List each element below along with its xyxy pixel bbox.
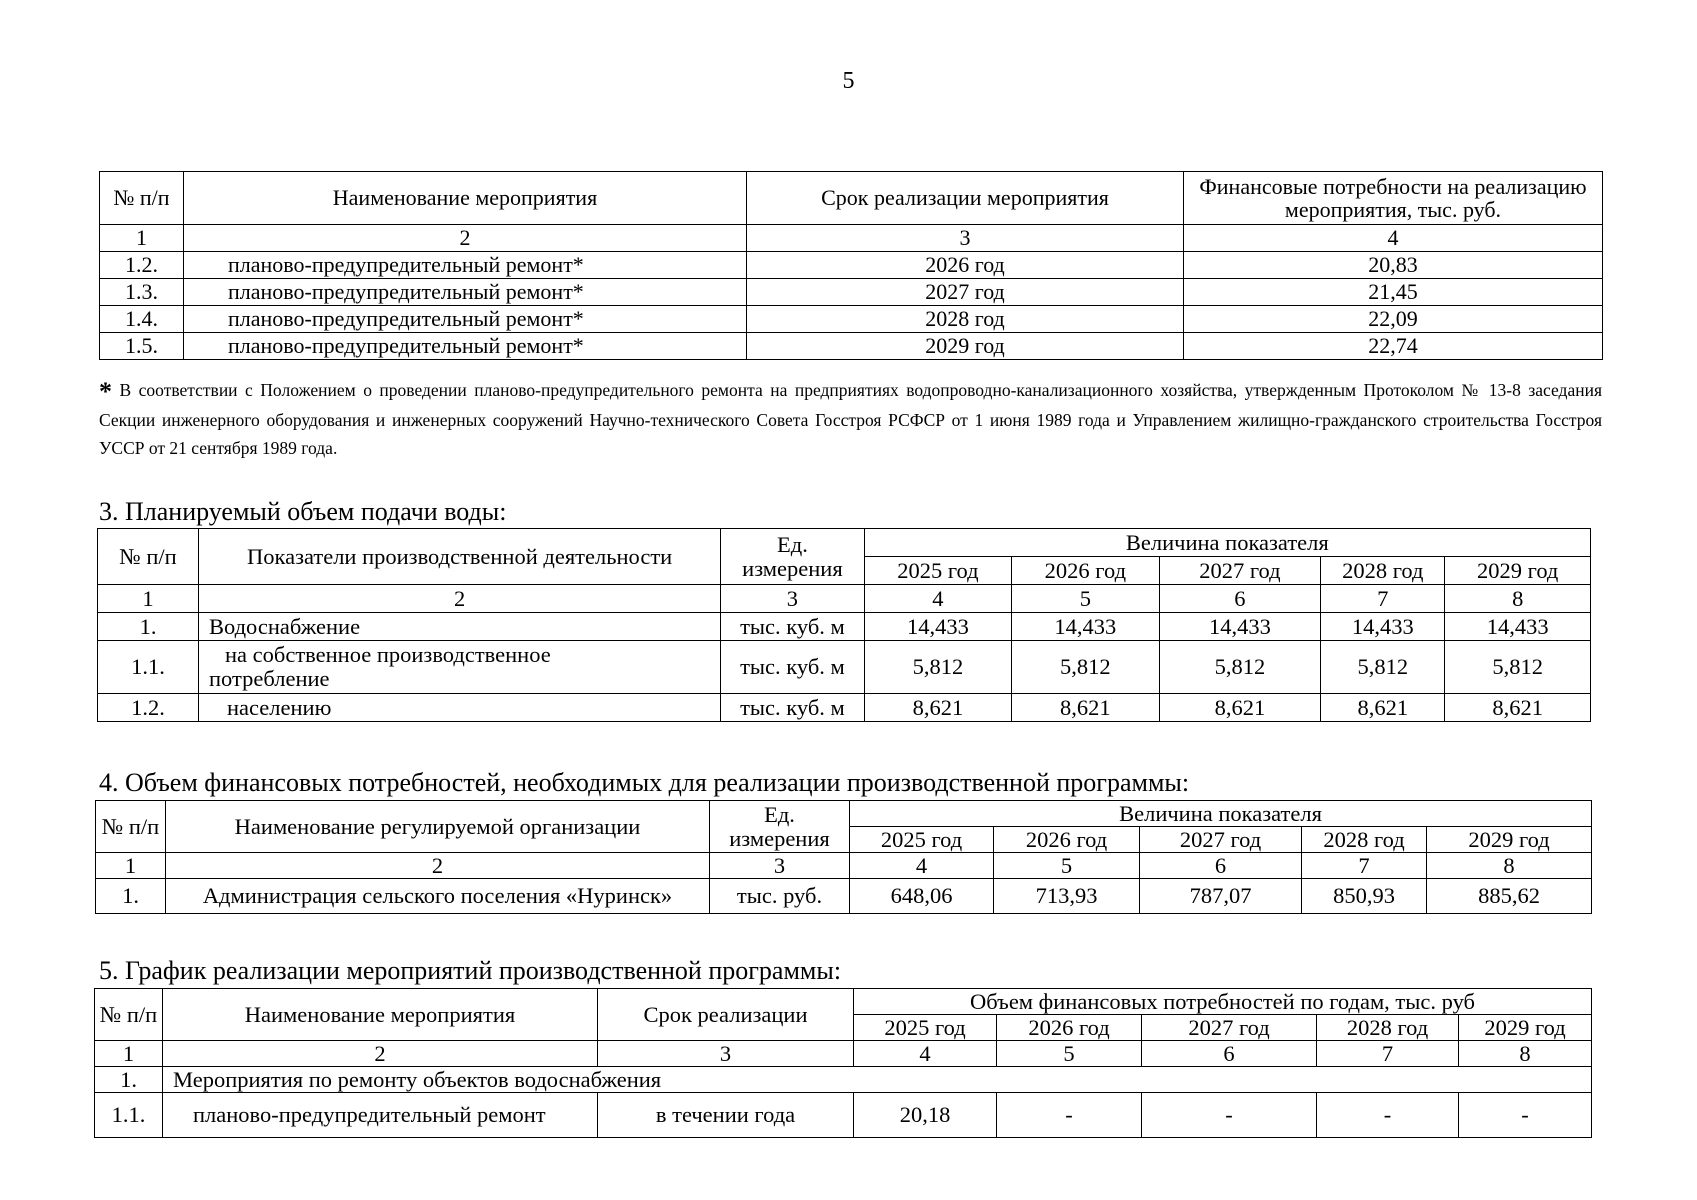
activities-table <box>99 171 1603 360</box>
row-value: 5,812 <box>1012 641 1159 694</box>
col-number: 2 <box>199 585 721 613</box>
row-value: 850,93 <box>1302 879 1427 914</box>
group-name: Мероприятия по ремонту объектов водоснабжения <box>163 1067 1592 1093</box>
column-numbers-row <box>100 225 1603 252</box>
table-row <box>98 694 1591 722</box>
header-name: Наименование мероприятия <box>163 989 598 1041</box>
header-year: 2028 год <box>1317 1015 1459 1041</box>
col-number: 1 <box>100 225 184 252</box>
footnote-star: * <box>99 377 112 406</box>
page-number: 5 <box>842 68 855 94</box>
footnote-text: В соответствии с Положением о проведении планово-предупредительного ремонта на предприятиях водопроводно-канализационного хозяйства, утвержденным Протоколом № 13-8 заседания Секции инженерного оборудования и инженерных сооружений Научно-технического Совета Госстроя РСФСР от 1 июня 1989 года и Управлением жилищно-гражданского строительства Госстроя УССР от 21 сентября 1989 года. <box>99 380 1602 458</box>
col-number: 4 <box>1184 225 1603 252</box>
table-row <box>98 641 1591 694</box>
column-numbers-row <box>98 585 1591 613</box>
col-number: 8 <box>1459 1041 1592 1067</box>
header-year: 2027 год <box>1159 557 1321 585</box>
col-number: 3 <box>721 585 864 613</box>
header-year: 2027 год <box>1140 827 1302 853</box>
row-finance: 22,74 <box>1184 333 1603 360</box>
row-name: Водоснабжение <box>199 613 721 641</box>
row-value: 14,433 <box>1445 613 1591 641</box>
col-number: 2 <box>166 853 710 879</box>
header-term: Срок реализации <box>598 989 854 1041</box>
table-header-row <box>96 801 1592 827</box>
header-year: 2025 год <box>850 827 994 853</box>
table-header-row <box>95 989 1592 1015</box>
col-number: 7 <box>1317 1041 1459 1067</box>
row-num: 1.2. <box>100 252 184 279</box>
row-unit: тыс. руб. <box>710 879 850 914</box>
table-row <box>100 306 1603 333</box>
col-number: 6 <box>1159 585 1321 613</box>
row-term: 2028 год <box>747 306 1184 333</box>
row-term: 2027 год <box>747 279 1184 306</box>
header-year: 2027 год <box>1142 1015 1317 1041</box>
row-value: - <box>997 1093 1142 1138</box>
header-num: № п/п <box>96 801 166 853</box>
col-number: 3 <box>710 853 850 879</box>
header-term: Срок реализации мероприятия <box>747 172 1184 225</box>
row-value: - <box>1317 1093 1459 1138</box>
col-number: 8 <box>1427 853 1592 879</box>
column-numbers-row <box>96 853 1592 879</box>
row-finance: 20,83 <box>1184 252 1603 279</box>
row-name: на собственное производственное потребление <box>199 641 721 694</box>
row-num: 1. <box>98 613 199 641</box>
header-year: 2026 год <box>994 827 1140 853</box>
row-value: 5,812 <box>1159 641 1321 694</box>
section-title: 5. График реализации мероприятий производственной программы: <box>99 956 842 985</box>
row-name: планово-предупредительный ремонт* <box>184 252 747 279</box>
row-value: - <box>1142 1093 1317 1138</box>
header-year: 2026 год <box>997 1015 1142 1041</box>
group-num: 1. <box>95 1067 163 1093</box>
header-year: 2026 год <box>1012 557 1159 585</box>
group-row <box>95 1067 1592 1093</box>
table-row <box>95 1093 1592 1138</box>
row-name: планово-предупредительный ремонт <box>163 1093 598 1138</box>
row-value: 14,433 <box>1159 613 1321 641</box>
row-term: 2029 год <box>747 333 1184 360</box>
table-row <box>98 613 1591 641</box>
row-value: 8,621 <box>1012 694 1159 722</box>
row-value: 5,812 <box>1321 641 1445 694</box>
row-value: 5,812 <box>1445 641 1591 694</box>
row-value: 20,18 <box>854 1093 997 1138</box>
col-number: 1 <box>95 1041 163 1067</box>
header-year: 2025 год <box>864 557 1011 585</box>
row-num: 1.4. <box>100 306 184 333</box>
row-name: планово-предупредительный ремонт* <box>184 333 747 360</box>
row-unit: тыс. куб. м <box>721 641 864 694</box>
header-num: № п/п <box>95 989 163 1041</box>
col-number: 7 <box>1321 585 1445 613</box>
row-num: 1.1. <box>98 641 199 694</box>
col-number: 3 <box>747 225 1184 252</box>
col-number: 4 <box>864 585 1011 613</box>
section-title: 3. Планируемый объем подачи воды: <box>99 497 507 526</box>
col-number: 5 <box>997 1041 1142 1067</box>
row-value: 14,433 <box>1012 613 1159 641</box>
row-value: 14,433 <box>1321 613 1445 641</box>
row-value: 8,621 <box>1159 694 1321 722</box>
col-number: 5 <box>994 853 1140 879</box>
table-header-row <box>100 172 1603 225</box>
header-num: № п/п <box>98 529 199 585</box>
row-num: 1.2. <box>98 694 199 722</box>
col-number: 5 <box>1012 585 1159 613</box>
header-value: Объем финансовых потребностей по годам, тыс. руб <box>854 989 1592 1015</box>
row-finance: 21,45 <box>1184 279 1603 306</box>
header-value: Величина показателя <box>864 529 1590 557</box>
col-number: 7 <box>1302 853 1427 879</box>
header-year: 2028 год <box>1302 827 1427 853</box>
header-name: Наименование мероприятия <box>184 172 747 225</box>
water-supply-table <box>97 528 1591 722</box>
col-number: 4 <box>850 853 994 879</box>
row-value: 885,62 <box>1427 879 1592 914</box>
row-value: 787,07 <box>1140 879 1302 914</box>
row-value: 8,621 <box>1445 694 1591 722</box>
header-finance: Финансовые потребности на реализацию мероприятия, тыс. руб. <box>1184 172 1603 225</box>
row-num: 1.3. <box>100 279 184 306</box>
header-name: Наименование регулируемой организации <box>166 801 710 853</box>
col-number: 6 <box>1142 1041 1317 1067</box>
row-num: 1.1. <box>95 1093 163 1138</box>
row-value: - <box>1459 1093 1592 1138</box>
col-number: 1 <box>96 853 166 879</box>
header-year: 2025 год <box>854 1015 997 1041</box>
header-year: 2029 год <box>1459 1015 1592 1041</box>
row-unit: тыс. куб. м <box>721 613 864 641</box>
row-name: населению <box>199 694 721 722</box>
col-number: 6 <box>1140 853 1302 879</box>
row-value: 713,93 <box>994 879 1140 914</box>
table-row <box>100 252 1603 279</box>
header-value: Величина показателя <box>850 801 1592 827</box>
row-name: планово-предупредительный ремонт* <box>184 279 747 306</box>
col-number: 2 <box>184 225 747 252</box>
col-number: 2 <box>163 1041 598 1067</box>
row-num: 1.5. <box>100 333 184 360</box>
row-finance: 22,09 <box>1184 306 1603 333</box>
row-term: в течении года <box>598 1093 854 1138</box>
row-value: 648,06 <box>850 879 994 914</box>
header-year: 2029 год <box>1427 827 1592 853</box>
row-term: 2026 год <box>747 252 1184 279</box>
row-value: 8,621 <box>864 694 1011 722</box>
col-number: 4 <box>854 1041 997 1067</box>
row-name: планово-предупредительный ремонт* <box>184 306 747 333</box>
header-num: № п/п <box>100 172 184 225</box>
table-row <box>96 879 1592 914</box>
row-value: 14,433 <box>864 613 1011 641</box>
footnote <box>99 376 1602 462</box>
schedule-table <box>94 988 1592 1138</box>
col-number: 1 <box>98 585 199 613</box>
table-row <box>100 333 1603 360</box>
header-unit: Ед. измерения <box>721 529 864 585</box>
row-value: 8,621 <box>1321 694 1445 722</box>
column-numbers-row <box>95 1041 1592 1067</box>
row-num: 1. <box>96 879 166 914</box>
row-value: 5,812 <box>864 641 1011 694</box>
row-unit: тыс. куб. м <box>721 694 864 722</box>
table-row <box>100 279 1603 306</box>
header-name: Показатели производственной деятельности <box>199 529 721 585</box>
header-year: 2028 год <box>1321 557 1445 585</box>
header-unit: Ед. измерения <box>710 801 850 853</box>
table-header-row <box>98 529 1591 557</box>
section-title: 4. Объем финансовых потребностей, необходимых для реализации производственной программы: <box>99 768 1190 797</box>
header-year: 2029 год <box>1445 557 1591 585</box>
col-number: 8 <box>1445 585 1591 613</box>
financial-needs-table <box>95 800 1592 914</box>
row-name: Администрация сельского поселения «Нуринск» <box>166 879 710 914</box>
col-number: 3 <box>598 1041 854 1067</box>
